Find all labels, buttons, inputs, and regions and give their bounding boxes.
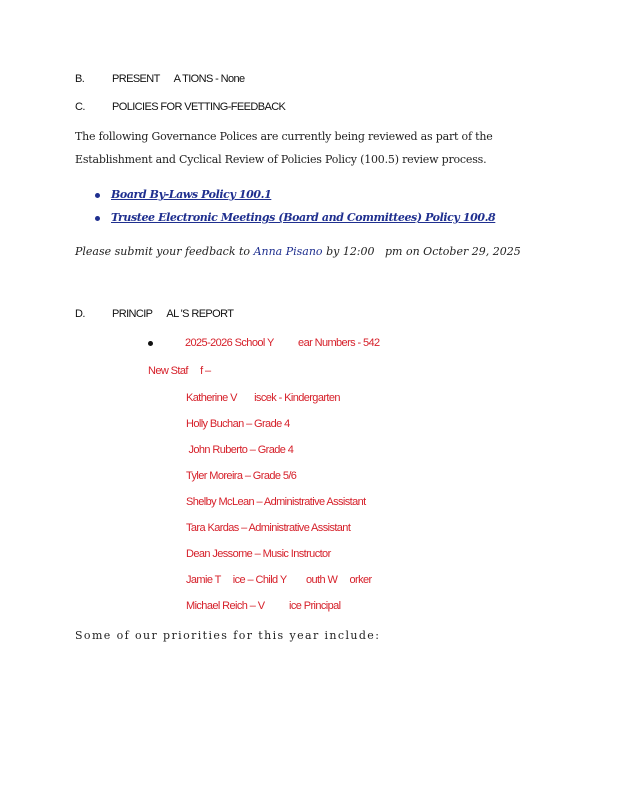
priorities-intro: Some of our priorities for this year include:	[75, 629, 381, 642]
staff-list-item: Jamie T ice – Child Y outh W orker	[186, 574, 372, 586]
staff-list-item: Katherine V iscek - Kindergarten	[186, 392, 340, 404]
section-c-letter: C.	[75, 101, 85, 113]
policy-link-electronic-meetings[interactable]: Trustee Electronic Meetings (Board and Committees) Policy 100.8	[111, 211, 496, 224]
policies-paragraph-line1: The following Governance Polices are currently being reviewed as part of the	[75, 130, 493, 143]
section-d-title: PRINCIP AL 'S REPORT	[112, 308, 234, 320]
feedback-deadline: by 12:00 pm on October 29, 2025	[326, 245, 521, 258]
policies-paragraph-line2: Establishment and Cyclical Review of Policies Policy (100.5) review process.	[75, 153, 487, 166]
feedback-request	[75, 245, 521, 258]
section-b-letter: B.	[75, 73, 85, 85]
feedback-contact-name: Anna Pisano	[253, 245, 323, 258]
enrollment-numbers: 2025-2026 School Y ear Numbers - 542	[185, 337, 380, 349]
section-d-letter: D.	[75, 308, 85, 320]
staff-list-item: Tyler Moreira – Grade 5/6	[186, 470, 297, 482]
staff-list-item: Tara Kardas – Administrative Assistant	[186, 522, 351, 534]
staff-list-item: Dean Jessome – Music Instructor	[186, 548, 331, 560]
bullet-icon	[148, 341, 153, 346]
staff-list-item: John Ruberto – Grade 4	[186, 444, 294, 456]
new-staff-label: New Staf f –	[148, 365, 211, 377]
feedback-prefix: Please submit your feedback to	[75, 245, 251, 258]
policy-link-bylaws[interactable]: Board By-Laws Policy 100.1	[111, 188, 272, 201]
staff-list-item: Holly Buchan – Grade 4	[186, 418, 290, 430]
staff-list-item: Shelby McLean – Administrative Assistant	[186, 496, 366, 508]
bullet-icon	[95, 216, 100, 221]
staff-list-item: Michael Reich – V ice Principal	[186, 600, 341, 612]
section-c-title: POLICIES FOR VETTING-FEEDBACK	[112, 101, 286, 113]
bullet-icon	[95, 193, 100, 198]
section-b-title: PRESENT A TIONS - None	[112, 73, 245, 85]
